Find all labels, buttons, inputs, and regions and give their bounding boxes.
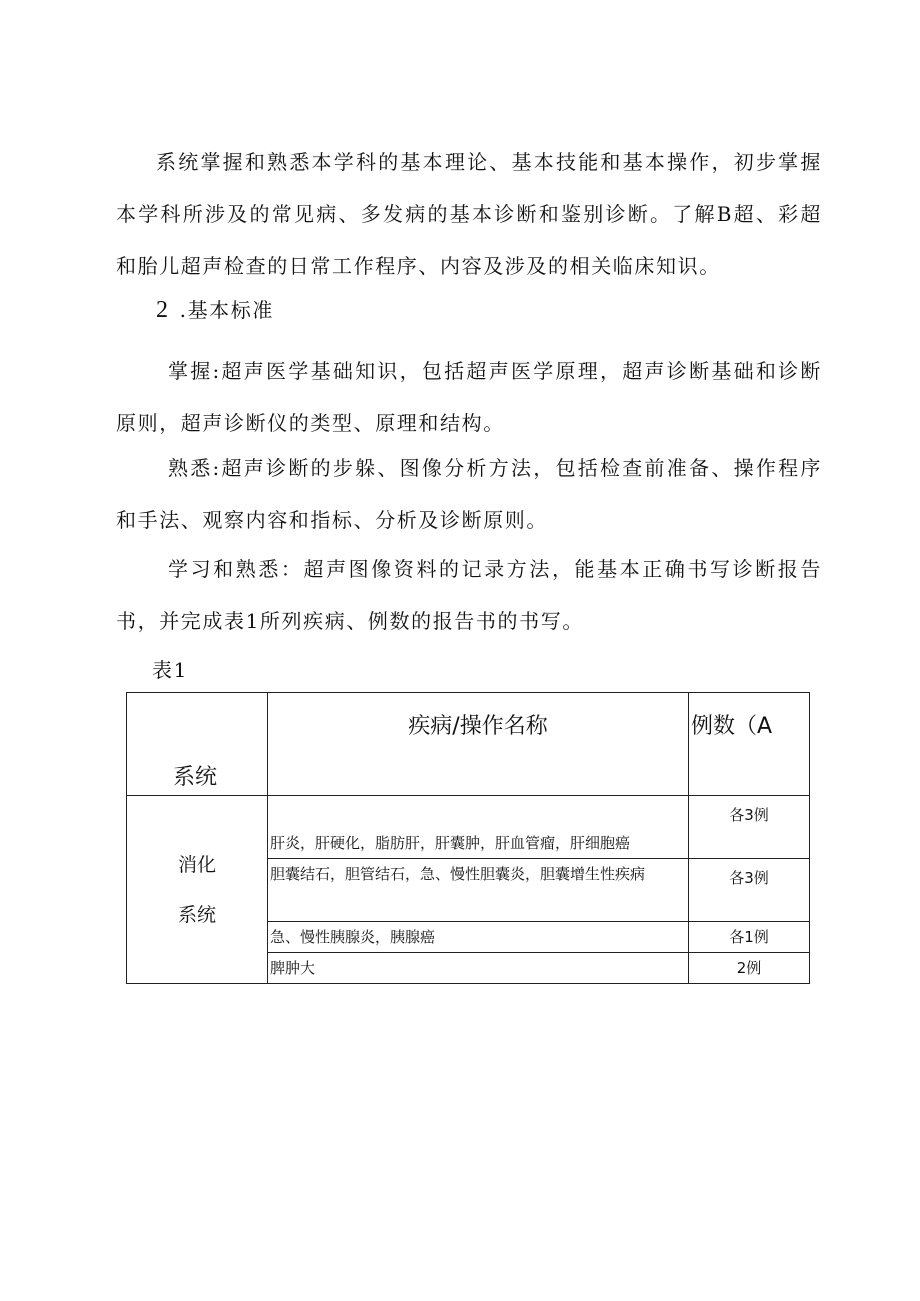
section-title: .基本标准	[179, 298, 274, 322]
case-count: 各3例	[689, 859, 810, 922]
system-cell	[127, 796, 268, 984]
table-header-row	[127, 693, 810, 796]
disease-table	[126, 692, 810, 984]
table-caption: 表1	[152, 658, 188, 682]
case-count: 2例	[689, 953, 810, 984]
system-line-1: 消化	[177, 853, 216, 876]
header-system: 系统	[127, 693, 268, 796]
intro-paragraph: 系统掌握和熟悉本学科的基本理论、基本技能和基本操作，初步掌握本学科所涉及的常见病、多发病的基本诊断和鉴别诊断。了解B超、彩超和胎儿超声检查的日常工作程序、内容及涉及的相关临床知识。	[116, 150, 822, 278]
disease-name: 急、慢性胰腺炎，胰腺癌	[268, 922, 689, 953]
case-count: 各3例	[689, 796, 810, 859]
header-count: 例数（A	[689, 693, 810, 796]
study-paragraph: 学习和熟悉：超声图像资料的记录方法，能基本正确书写诊断报告书，并完成表1所列疾病、例数的报告书的书写。	[116, 557, 822, 633]
disease-name: 胆囊结石，胆管结石，急、慢性胆囊炎，胆囊增生性疾病	[268, 859, 689, 922]
case-count: 各1例	[689, 922, 810, 953]
section-heading	[156, 290, 274, 330]
disease-name: 脾肿大	[268, 953, 689, 984]
header-name: 疾病/操作名称	[268, 693, 689, 796]
system-line-2: 系统	[177, 903, 216, 926]
master-paragraph: 掌握:超声医学基础知识，包括超声医学原理，超声诊断基础和诊断原则，超声诊断仪的类型、原理和结构。	[116, 359, 822, 435]
section-number: 2	[156, 297, 170, 323]
familiar-paragraph: 熟悉:超声诊断的步躲、图像分析方法，包括检查前准备、操作程序和手法、观察内容和指标、分析及诊断原则。	[116, 456, 822, 532]
table-row	[127, 796, 810, 859]
disease-name: 肝炎，肝硬化，脂肪肝，肝囊肿，肝血管瘤，肝细胞癌	[268, 796, 689, 859]
